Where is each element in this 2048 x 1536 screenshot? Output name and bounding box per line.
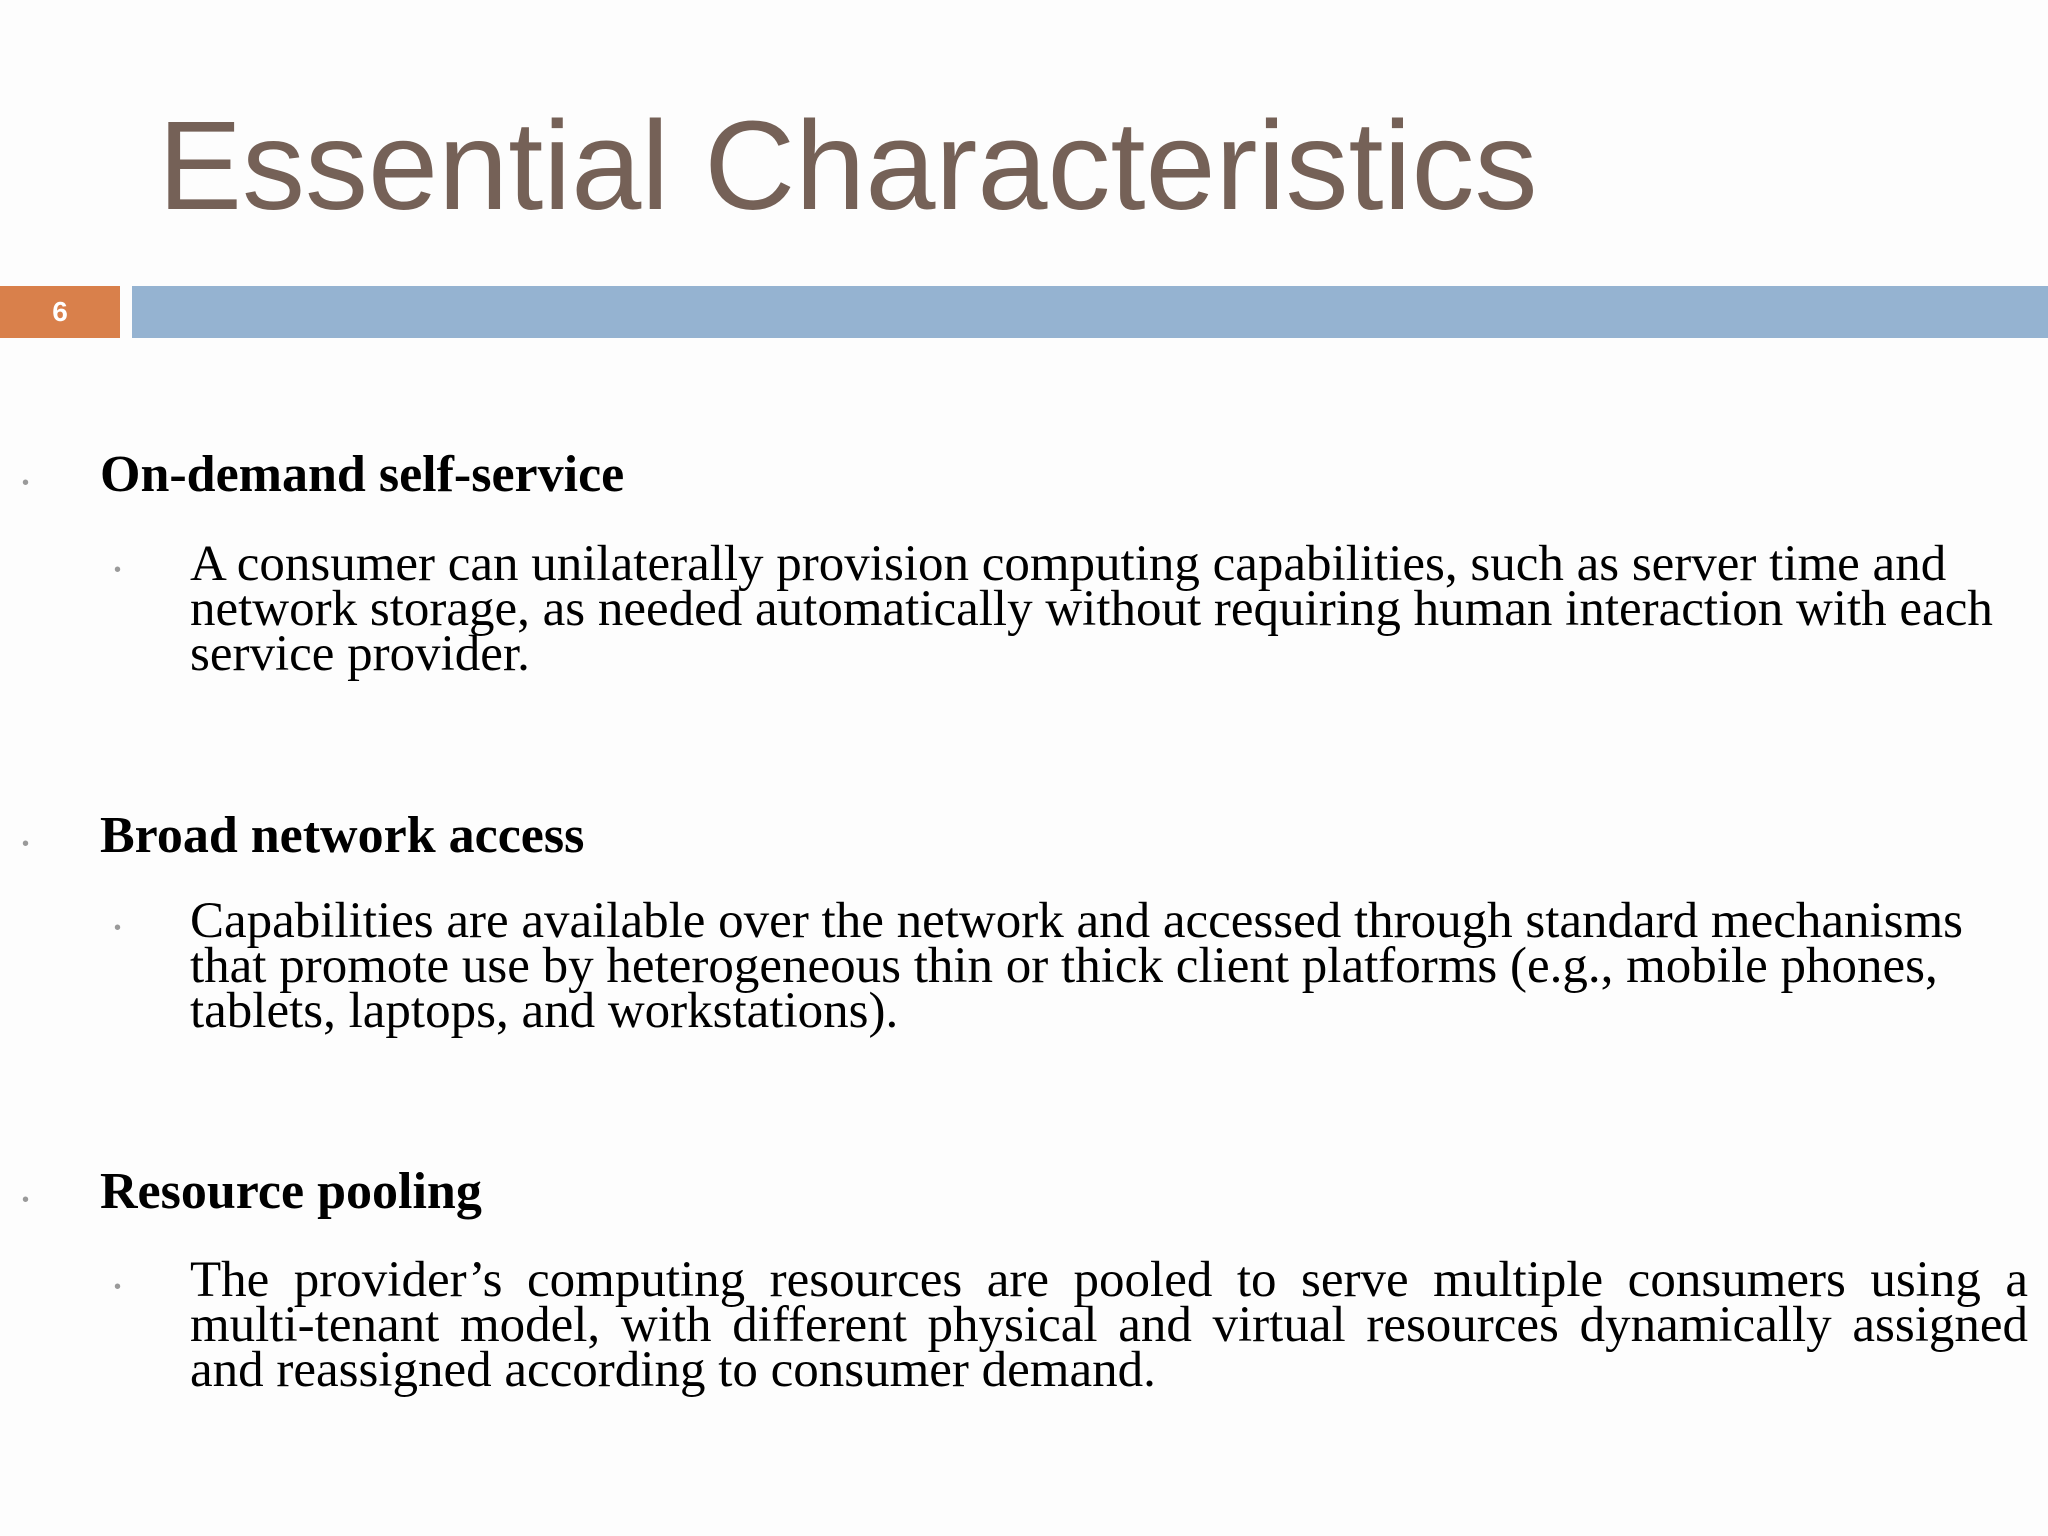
section-heading: Broad network access — [100, 807, 585, 864]
bullet-icon: • — [22, 472, 30, 494]
title-rule-bar — [132, 286, 2048, 338]
section-body: Capabilities are available over the network and accessed through standard mechanisms that promote use by heterogeneous thin or thick client platforms (e.g., mobile phones, tablets, laptops, and workstations). — [190, 893, 1964, 1039]
bullet-icon: • — [114, 1276, 122, 1298]
section-body: A consumer can unilaterally provision computing capabilities, such as server time and network storage, as needed automatically without requiring human interaction with each service provider. — [190, 536, 1993, 682]
section-heading: On-demand self-service — [100, 446, 625, 503]
section-body: The provider’s computing resources are pooled to serve multiple consumers using a multi-tenant model, with different physical and virtual resources dynamically assigned and reassigned according to consumer demand. — [190, 1252, 2028, 1398]
bullet-icon: • — [22, 1189, 30, 1211]
slide-title: Essential Characteristics — [158, 95, 1538, 236]
slide-number-badge: 6 — [0, 286, 120, 338]
bullet-icon: • — [114, 917, 122, 939]
bullet-icon: • — [22, 833, 30, 855]
section-heading: Resource pooling — [100, 1163, 482, 1220]
bullet-icon: • — [114, 559, 122, 581]
